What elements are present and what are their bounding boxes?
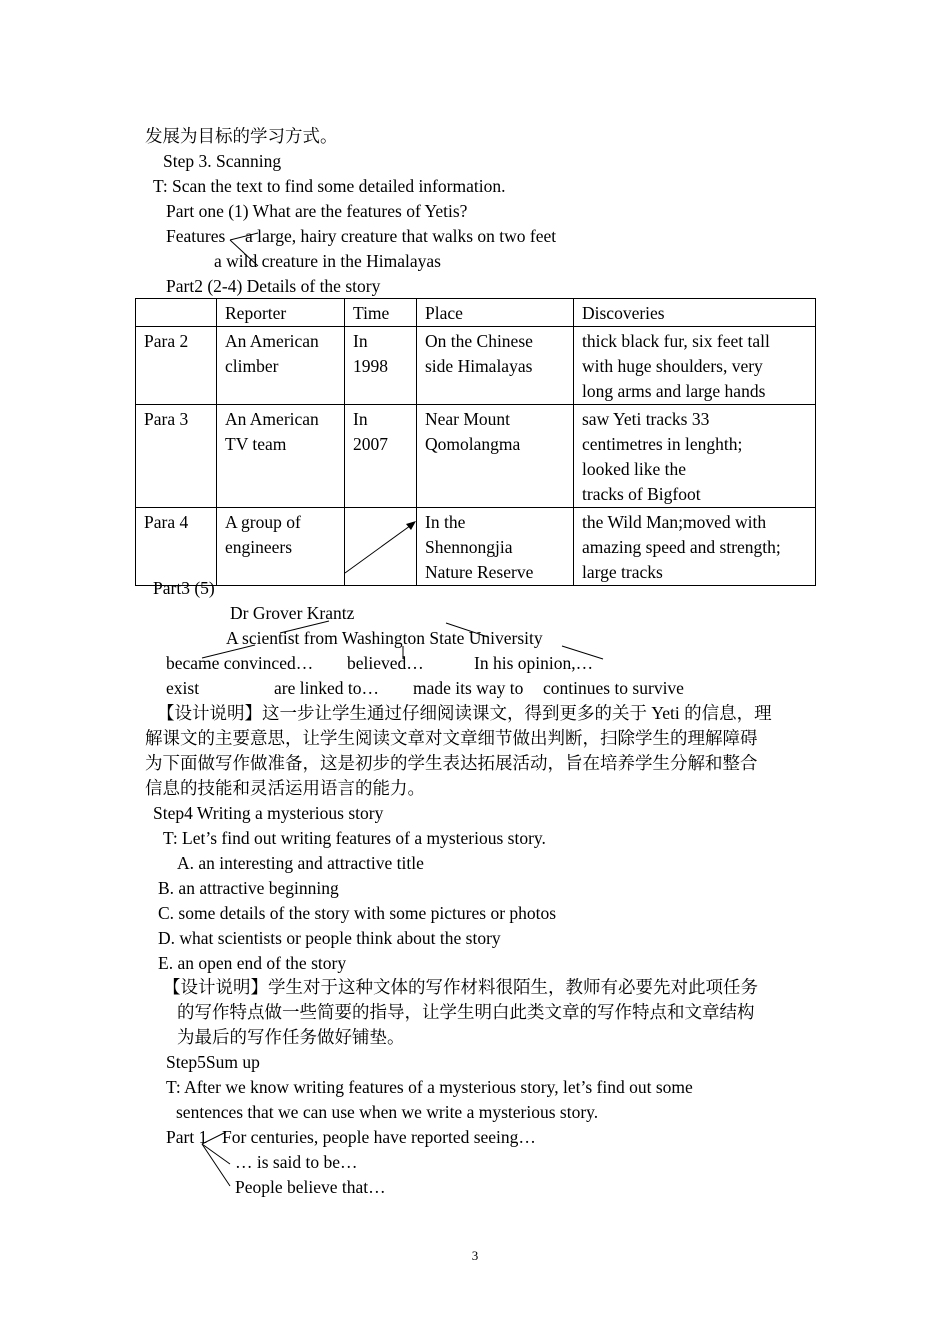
table-header-cell: Place xyxy=(417,299,574,327)
part1-connector-line xyxy=(202,1144,230,1186)
design-note-1-line: 【设计说明】这一步让学生通过仔细阅读课文，得到更多的关于 Yeti 的信息，理 xyxy=(157,703,772,723)
table-cell: On the Chinese side Himalayas xyxy=(417,327,574,405)
story-details-table xyxy=(135,298,816,586)
table-cell: saw Yeti tracks 33 centimetres in lenghth; looked like the tracks of Bigfoot xyxy=(574,405,816,508)
step3-title: Step 3. Scanning xyxy=(163,151,282,171)
table-header-cell: Reporter xyxy=(217,299,345,327)
part1-label: Part 1 xyxy=(166,1127,208,1147)
step4-item: E. an open end of the story xyxy=(158,953,347,973)
table-cell: In 1998 xyxy=(345,327,417,405)
step4-item: D. what scientists or people think about the story xyxy=(158,928,501,948)
step5-instruction: sentences that we can use when we write a mysterious story. xyxy=(176,1102,599,1122)
page-number: 3 xyxy=(471,1248,479,1263)
design-note-1-line: 为下面做写作做准备，这是初步的学生表达拓展活动，旨在培养学生分解和整合 xyxy=(145,753,758,773)
table-cell: Para 2 xyxy=(136,327,217,405)
step5-instruction: T: After we know writing features of a mysterious story, let’s find out some xyxy=(166,1077,693,1097)
table-cell: An American TV team xyxy=(217,405,345,508)
sentence-2: … is said to be… xyxy=(235,1152,358,1172)
table-cell: An American climber xyxy=(217,327,345,405)
table-cell-empty xyxy=(345,508,417,586)
word-continues-to-survive: continues to survive xyxy=(543,678,684,698)
table-cell: Near Mount Qomolangma xyxy=(417,405,574,508)
table-header-row xyxy=(136,299,816,327)
step3-instruction: T: Scan the text to find some detailed information. xyxy=(153,176,506,196)
table-row xyxy=(136,405,816,508)
sentence-1: For centuries, people have reported seeing… xyxy=(222,1127,536,1147)
scientist-affiliation: A scientist from Washington State University xyxy=(226,628,543,648)
step4-item: B. an attractive beginning xyxy=(158,878,339,898)
word-exist: exist xyxy=(166,678,200,698)
word-are-linked-to: are linked to… xyxy=(274,678,379,698)
step5-title: Step5Sum up xyxy=(166,1052,260,1072)
design-note-1-line: 解课文的主要意思，让学生阅读文章对文章细节做出判断，扫除学生的理解障碍 xyxy=(145,728,758,748)
word-made-its-way-to: made its way to xyxy=(413,678,524,698)
table-header-cell xyxy=(136,299,217,327)
step4-item: C. some details of the story with some pictures or photos xyxy=(158,903,557,923)
table-cell: the Wild Man;moved with amazing speed and strength; large tracks xyxy=(574,508,816,586)
part3-heading: Part3 (5) xyxy=(153,578,215,598)
design-note-2-line: 的写作特点做一些简要的指导，让学生明白此类文章的写作特点和文章结构 xyxy=(177,1002,755,1022)
step4-title: Step4 Writing a mysterious story xyxy=(153,803,384,823)
part-one-question: Part one (1) What are the features of Yetis? xyxy=(166,201,468,221)
phrase-in-his-opinion: In his opinion,… xyxy=(474,653,594,673)
table-header-cell: Time xyxy=(345,299,417,327)
intro-line: 发展为目标的学习方式。 xyxy=(145,126,338,146)
phrase-became-convinced: became convinced… xyxy=(166,653,314,673)
sentence-3: People believe that… xyxy=(235,1177,386,1197)
feature-2: a wild creature in the Himalayas xyxy=(214,251,441,271)
step4-item: A. an interesting and attractive title xyxy=(177,853,424,873)
design-note-2-line: 【设计说明】学生对于这种文体的写作材料很陌生，教师有必要先对此项任务 xyxy=(163,977,758,997)
table-cell: In the Shennongjia Nature Reserve xyxy=(417,508,574,586)
phrase-believed: believed… xyxy=(347,653,424,673)
design-note-2-line: 为最后的写作任务做好铺垫。 xyxy=(177,1027,405,1047)
part2-heading: Part2 (2-4) Details of the story xyxy=(166,276,381,296)
feature-1: a large, hairy creature that walks on two feet xyxy=(245,226,557,246)
features-label: Features xyxy=(166,226,226,246)
table-cell: Para 4 xyxy=(136,508,217,586)
table-header-cell: Discoveries xyxy=(574,299,816,327)
table-cell: thick black fur, six feet tall with huge shoulders, very long arms and large hands xyxy=(574,327,816,405)
step4-instruction: T: Let’s find out writing features of a mysterious story. xyxy=(163,828,546,848)
design-note-1-line: 信息的技能和灵活运用语言的能力。 xyxy=(145,778,425,798)
table-row xyxy=(136,327,816,405)
table-cell: In 2007 xyxy=(345,405,417,508)
scientist-name: Dr Grover Krantz xyxy=(230,603,355,623)
table-cell: Para 3 xyxy=(136,405,217,508)
table-cell: A group of engineers xyxy=(217,508,345,586)
table-row xyxy=(136,508,816,586)
